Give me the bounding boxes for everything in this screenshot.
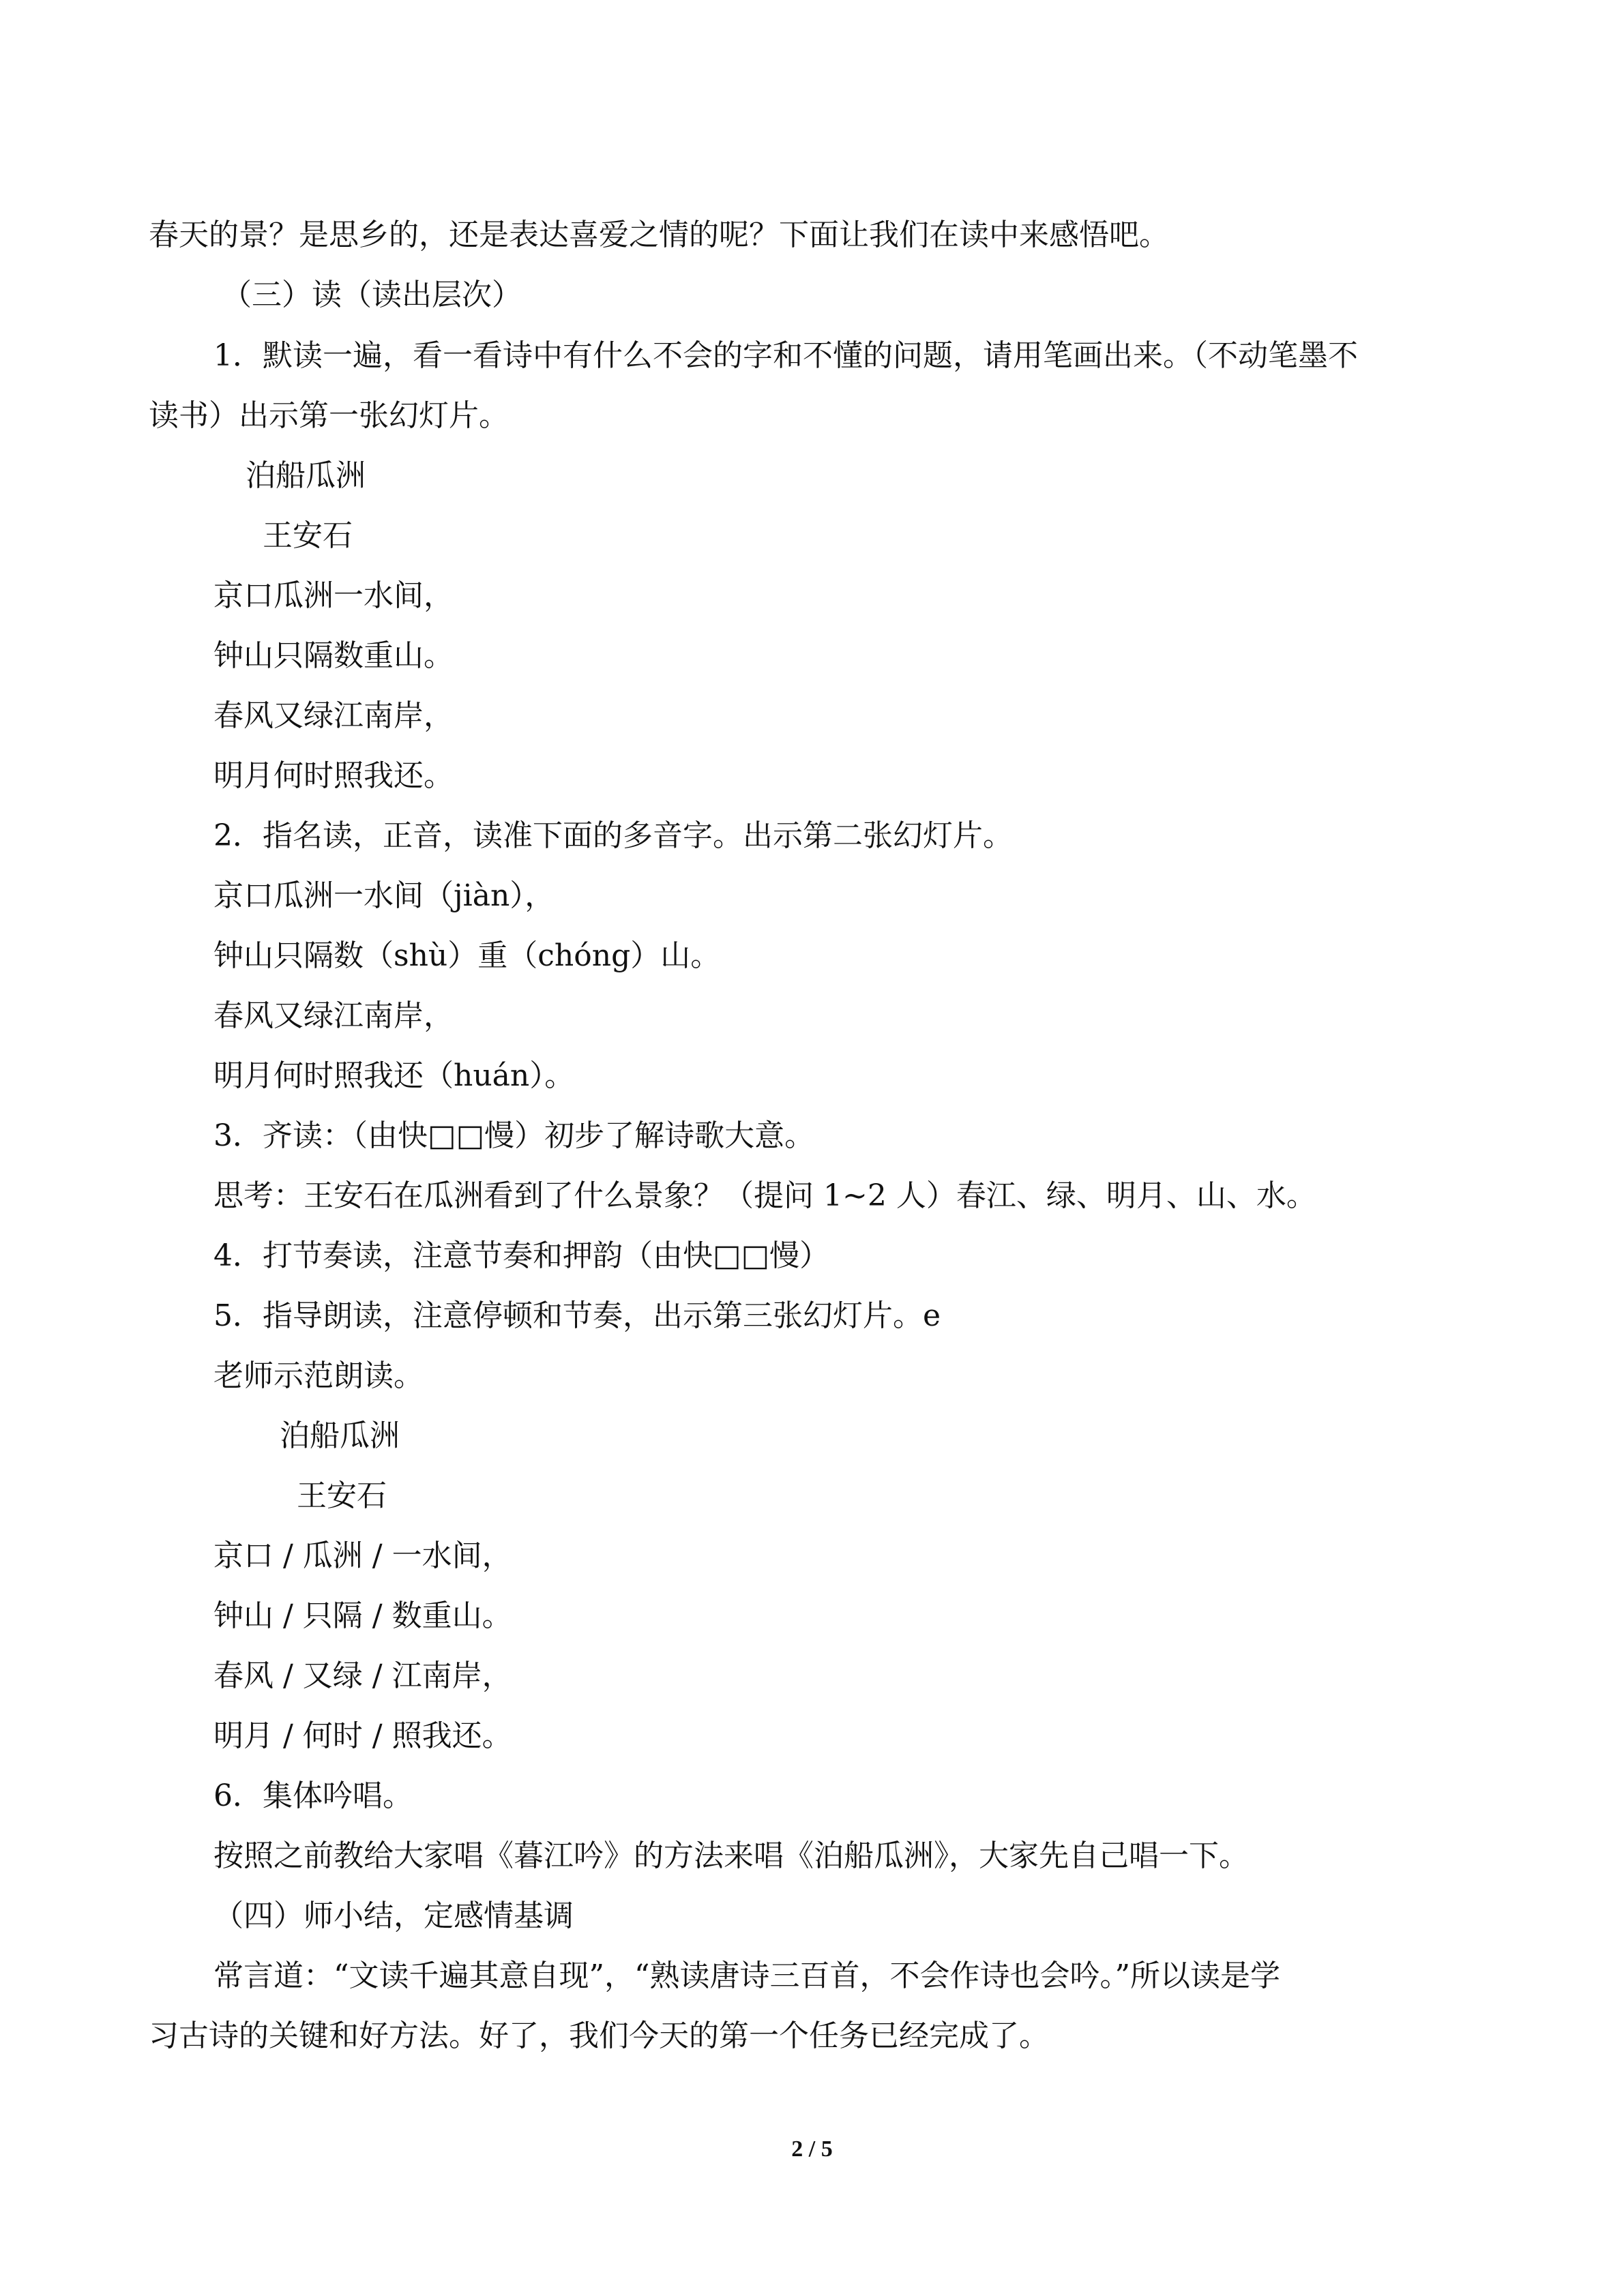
- text-line: 思考：王安石在瓜洲看到了什么景象？（提问 1~2 人）春江、绿、明月、山、水。: [213, 1178, 1316, 1213]
- section-heading: （四）师小结，定感情基调: [213, 1898, 574, 1933]
- poem-line: 钟山只隔数（shù）重（chóng）山。: [213, 938, 721, 973]
- poem-line: 京口 / 瓜洲 / 一水间，: [213, 1538, 512, 1573]
- text-line: 1．默读一遍，看一看诗中有什么不会的字和不懂的问题，请用笔画出来。（不动笔墨不: [213, 338, 1358, 373]
- poem-line: 明月何时照我还（huán）。: [213, 1058, 575, 1093]
- text-line: 常言道：“文读千遍其意自现”，“熟读唐诗三百首，不会作诗也会吟。”所以读是学: [213, 1958, 1280, 1993]
- poem-line: 春风又绿江南岸，: [213, 698, 454, 733]
- poem-title: 泊船瓜洲: [280, 1418, 400, 1453]
- poem-line: 京口瓜洲一水间，: [213, 578, 454, 613]
- poem-line: 钟山只隔数重山。: [213, 638, 454, 673]
- page-number: 2 / 5: [791, 2136, 833, 2162]
- text-line: 6．集体吟唱。: [213, 1778, 413, 1813]
- text-line: 2．指名读，正音，读准下面的多音字。出示第二张幻灯片。: [213, 818, 1013, 853]
- text-line: 3．齐读：（由快□□慢）初步了解诗歌大意。: [213, 1118, 815, 1153]
- poem-line: 春风又绿江南岸，: [213, 998, 454, 1033]
- text-line: 读书）出示第一张幻灯片。: [149, 398, 509, 433]
- poem-author: 王安石: [297, 1478, 387, 1513]
- text-line: 春天的景？是思乡的，还是表达喜爱之情的呢？下面让我们在读中来感悟吧。: [149, 218, 1169, 252]
- poem-line: 钟山 / 只隔 / 数重山。: [213, 1598, 512, 1633]
- text-line: 5．指导朗读，注意停顿和节奏，出示第三张幻灯片。e: [213, 1298, 941, 1333]
- text-line: 4．打节奏读，注意节奏和押韵（由快□□慢）: [213, 1238, 830, 1273]
- text-line: 按照之前教给大家唱《暮江吟》的方法来唱《泊船瓜洲》，大家先自己唱一下。: [213, 1838, 1249, 1873]
- text-line: 老师示范朗读。: [213, 1358, 424, 1393]
- text-line: 习古诗的关键和好方法。好了，我们今天的第一个任务已经完成了。: [149, 2018, 1049, 2053]
- poem-line: 春风 / 又绿 / 江南岸，: [213, 1658, 512, 1693]
- section-heading: （三）读（读出层次）: [222, 278, 522, 312]
- poem-line: 明月何时照我还。: [213, 758, 454, 793]
- poem-title: 泊船瓜洲: [246, 458, 366, 493]
- poem-line: 明月 / 何时 / 照我还。: [213, 1718, 512, 1753]
- poem-author: 王安石: [263, 518, 353, 553]
- poem-line: 京口瓜洲一水间（jiàn），: [213, 878, 555, 913]
